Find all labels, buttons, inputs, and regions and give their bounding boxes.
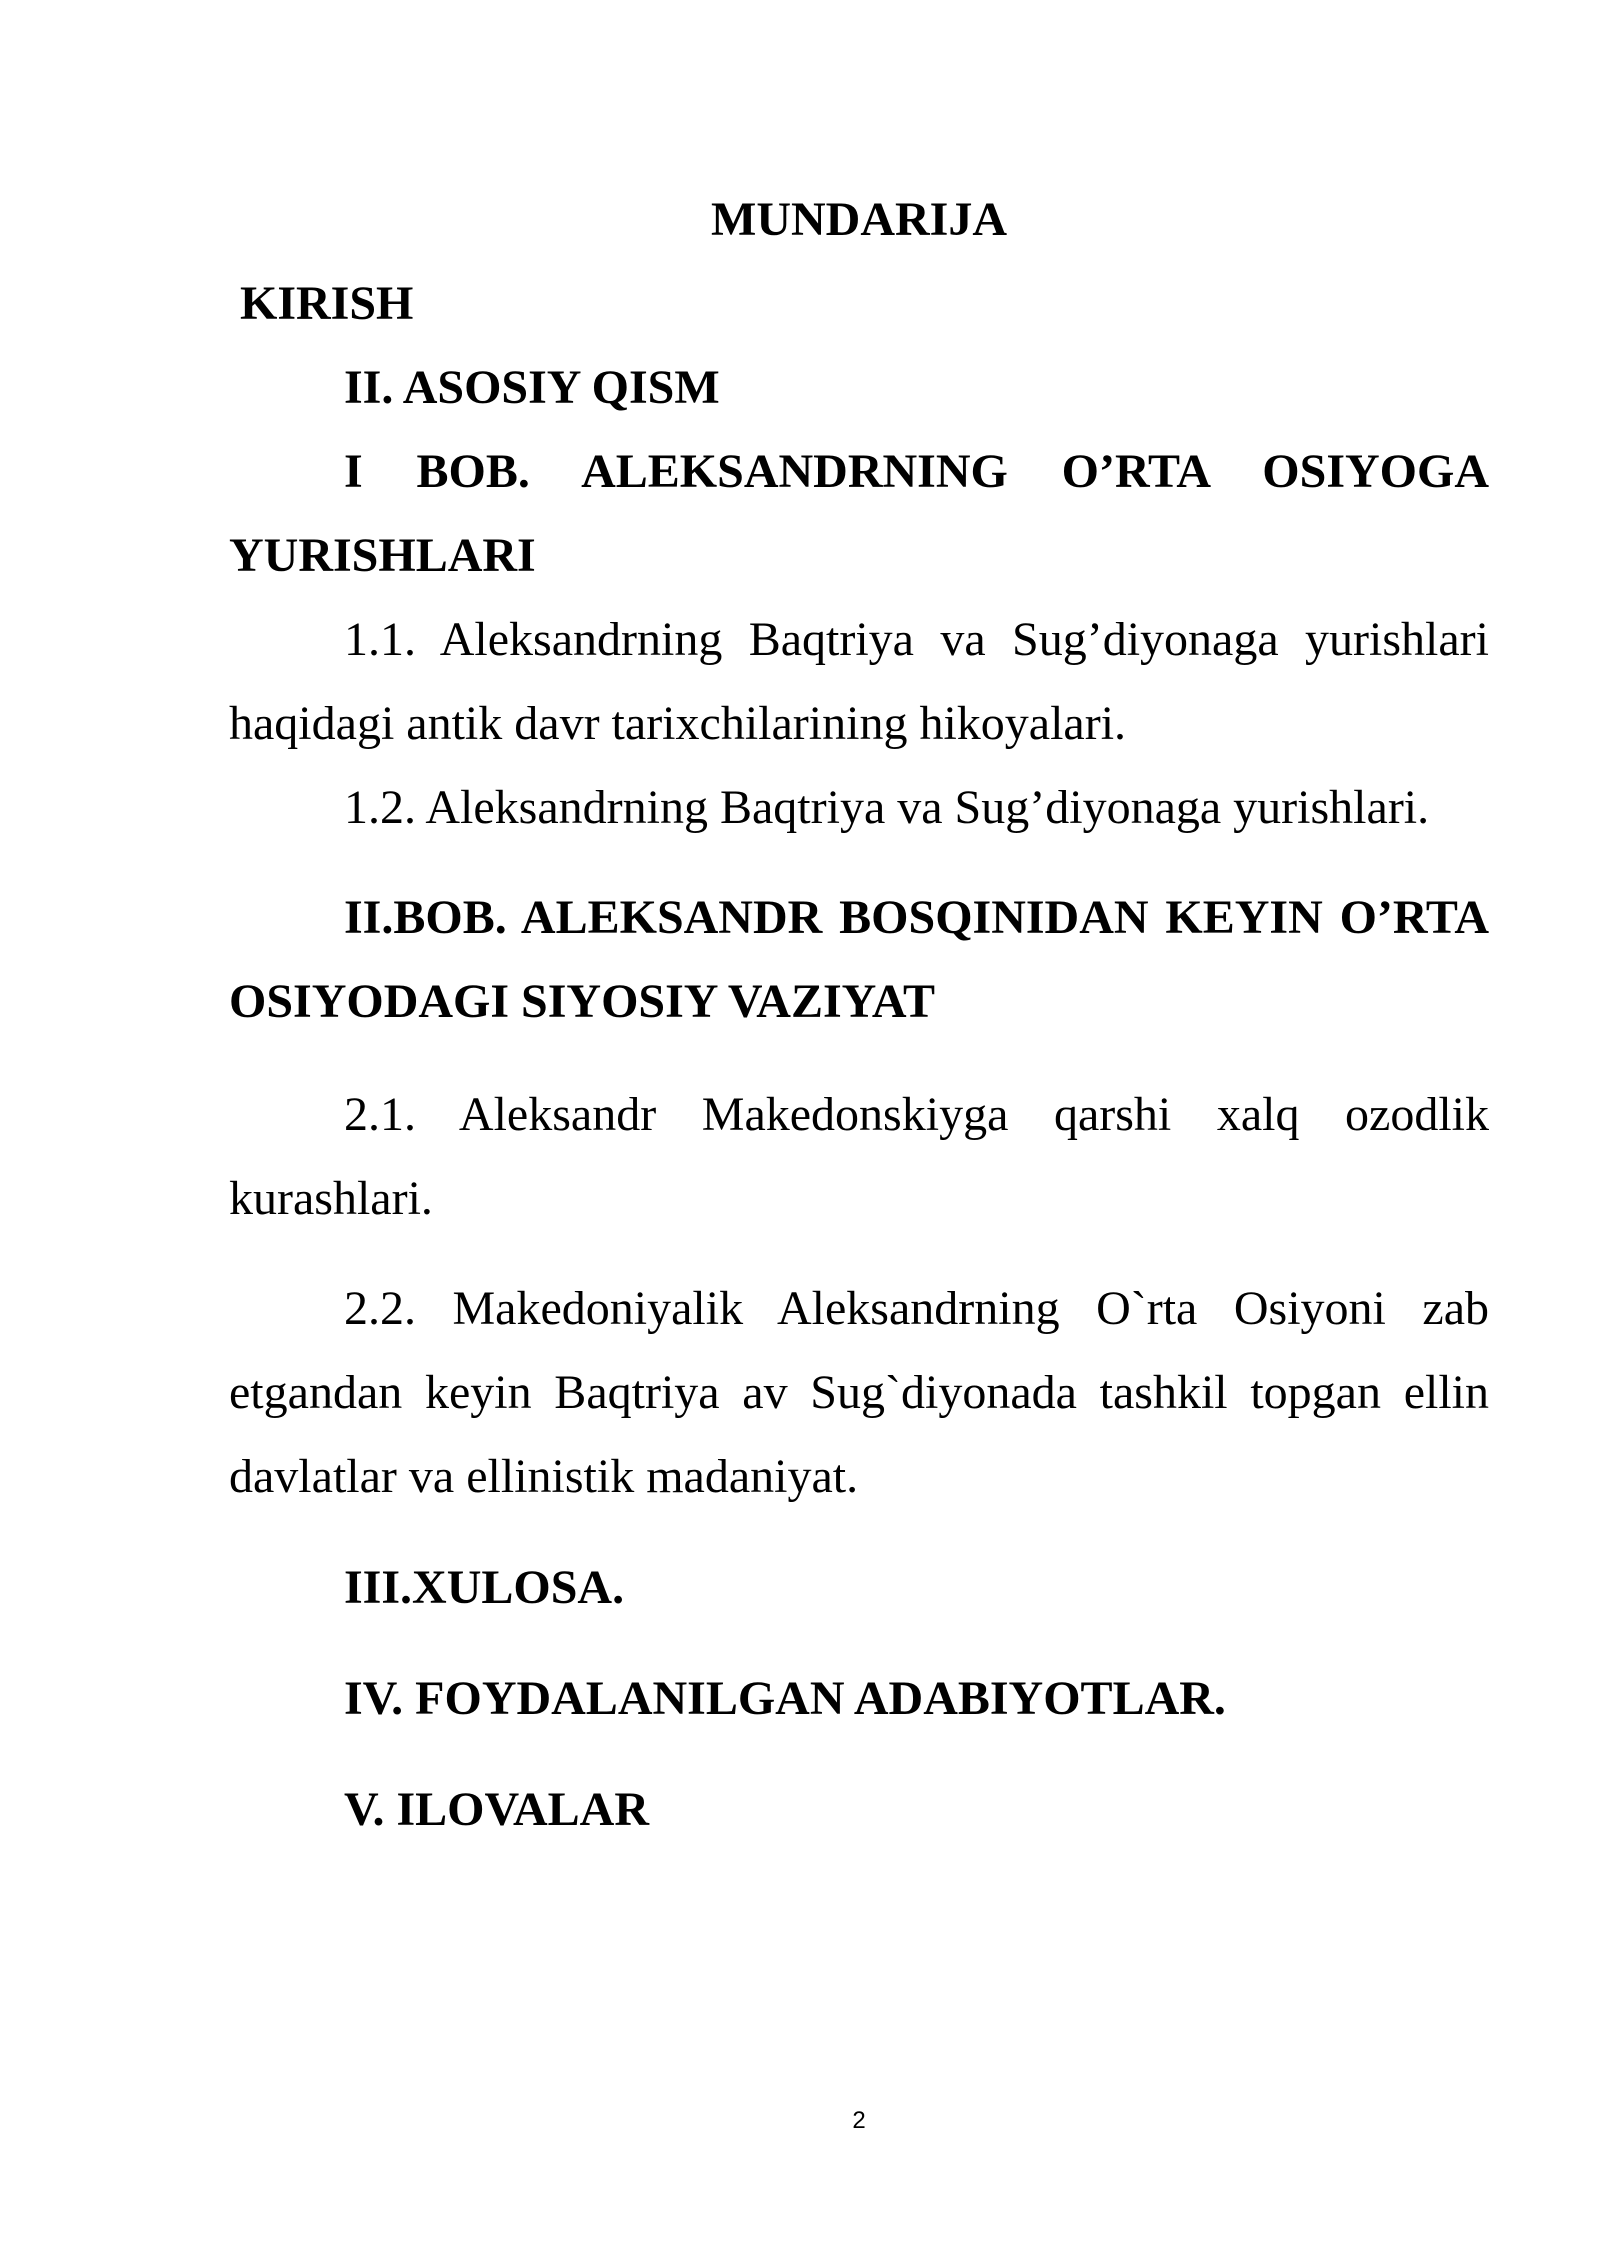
toc-section-1-2: 1.2. Aleksandrning Baqtriya va Sug’diyonaga yurishlari.: [344, 781, 1430, 834]
toc-entry-intro: KIRISH: [240, 277, 414, 330]
toc-section-2-2-line3: davlatlar va ellinistik madaniyat.: [229, 1450, 859, 1503]
toc-chapter1-heading-line2: YURISHLARI: [229, 529, 536, 582]
toc-section-1-1-line2: haqidagi antik davr tarixchilarining hikoyalari.: [229, 697, 1127, 750]
toc-section-2-2-line1: 2.2. Makedoniyalik Aleksandrning O`rta Osiyoni zab: [344, 1282, 1489, 1335]
toc-section-1-1-line1: 1.1. Aleksandrning Baqtriya va Sug’diyonaga yurishlari: [344, 613, 1489, 666]
toc-chapter2-heading-line1: II.BOB. ALEKSANDR BOSQINIDAN KEYIN O’RTA: [344, 891, 1489, 944]
toc-section-2-2-line2: etgandan keyin Baqtriya av Sug`diyonada tashkil topgan ellin: [229, 1366, 1489, 1419]
toc-title: MUNDARIJA: [711, 193, 1007, 246]
toc-chapter1-heading-line1: I BOB. ALEKSANDRNING O’RTA OSIYOGA: [344, 445, 1489, 498]
toc-entry-references: IV. FOYDALANILGAN ADABIYOTLAR.: [344, 1672, 1226, 1725]
toc-section-2-1-line2: kurashlari.: [229, 1172, 433, 1225]
toc-section-2-1-line1: 2.1. Aleksandr Makedonskiyga qarshi xalq ozodlik: [344, 1088, 1489, 1141]
toc-entry-conclusion: III.XULOSA.: [344, 1561, 625, 1614]
page-number: 2: [852, 2107, 866, 2134]
toc-entry-main-part: II. ASOSIY QISM: [344, 361, 720, 414]
toc-entry-appendices: V. ILOVALAR: [344, 1783, 649, 1836]
toc-chapter2-heading-line2: OSIYODAGI SIYOSIY VAZIYAT: [229, 975, 936, 1028]
